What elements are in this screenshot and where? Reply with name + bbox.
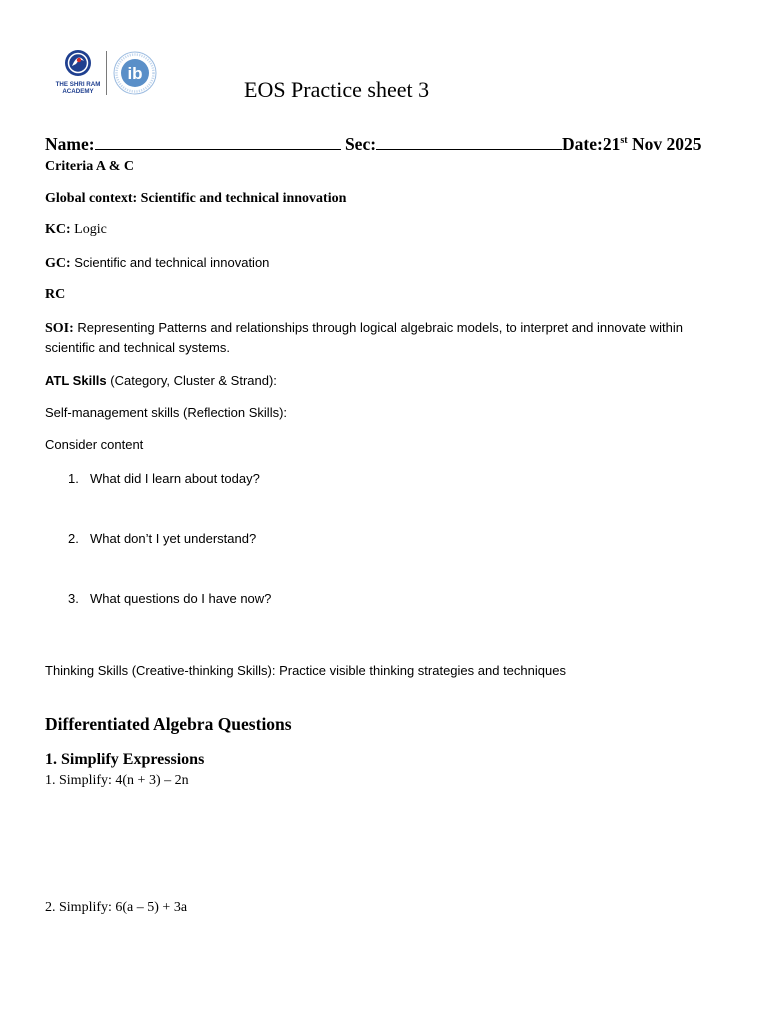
logo-text-line1: THE SHRI RAM (55, 81, 101, 88)
reflection-question-1-text: What did I learn about today? (90, 471, 260, 486)
reflection-question-2-num: 2. (68, 531, 79, 546)
logo-text-line2: ACADEMY (62, 88, 94, 95)
date-rest: Nov 2025 (627, 134, 702, 154)
name-blank[interactable] (95, 135, 341, 150)
date-suffix: st (620, 135, 628, 146)
reflection-question-3-text: What questions do I have now? (90, 591, 272, 606)
gc-value: Scientific and technical innovation (70, 255, 270, 270)
name-sec-date-line (45, 134, 701, 155)
algebra-question-1: 1. Simplify: 4(n + 3) – 2n (45, 773, 189, 788)
soi-text-2: scientific and technical systems. (45, 340, 230, 355)
ib-logo (113, 51, 157, 95)
page-title: EOS Practice sheet 3 (244, 77, 430, 102)
reflection-question-3-num: 3. (68, 591, 79, 606)
date-day: 21 (602, 134, 621, 154)
kc-label: KC: (45, 222, 71, 237)
subsection-title: 1. Simplify Expressions (45, 751, 205, 768)
soi-text-1: Representing Patterns and relationships through logical algebraic models, to interpret and innovate within (73, 320, 683, 335)
kc-value: Logic (70, 222, 107, 237)
name-label: Name: (45, 134, 95, 154)
atl-label: ATL Skills (45, 373, 107, 388)
logo-divider (106, 51, 107, 95)
rc-label: RC (45, 287, 66, 302)
sec-blank[interactable] (376, 135, 562, 150)
sec-label: Sec: (344, 134, 377, 154)
reflection-question-1-num: 1. (68, 471, 79, 486)
shri-ram-academy-logo (55, 48, 101, 98)
kc-line (45, 222, 107, 238)
gc-line (45, 254, 269, 272)
self-management: Self-management skills (Reflection Skills): (45, 405, 288, 420)
section-title: Differentiated Algebra Questions (45, 714, 292, 734)
gc-label: GC: (45, 256, 71, 271)
ib-logo-text: ib (127, 64, 143, 83)
thinking-skills: Thinking Skills (Creative-thinking Skills): Practice visible thinking strategies and techniques (45, 663, 566, 678)
soi-label: SOI: (45, 321, 74, 336)
global-context: Global context: Scientific and technical innovation (45, 191, 347, 206)
atl-line (45, 373, 277, 388)
logo-group (55, 48, 157, 98)
criteria: Criteria A & C (45, 159, 135, 174)
atl-value: (Category, Cluster & Strand): (106, 373, 277, 388)
consider-content: Consider content (45, 437, 144, 452)
date-label: Date: (562, 134, 603, 154)
algebra-question-2: 2. Simplify: 6(a – 5) + 3a (45, 900, 188, 915)
reflection-question-2-text: What don’t I yet understand? (90, 531, 257, 546)
soi-line-1 (45, 319, 683, 337)
